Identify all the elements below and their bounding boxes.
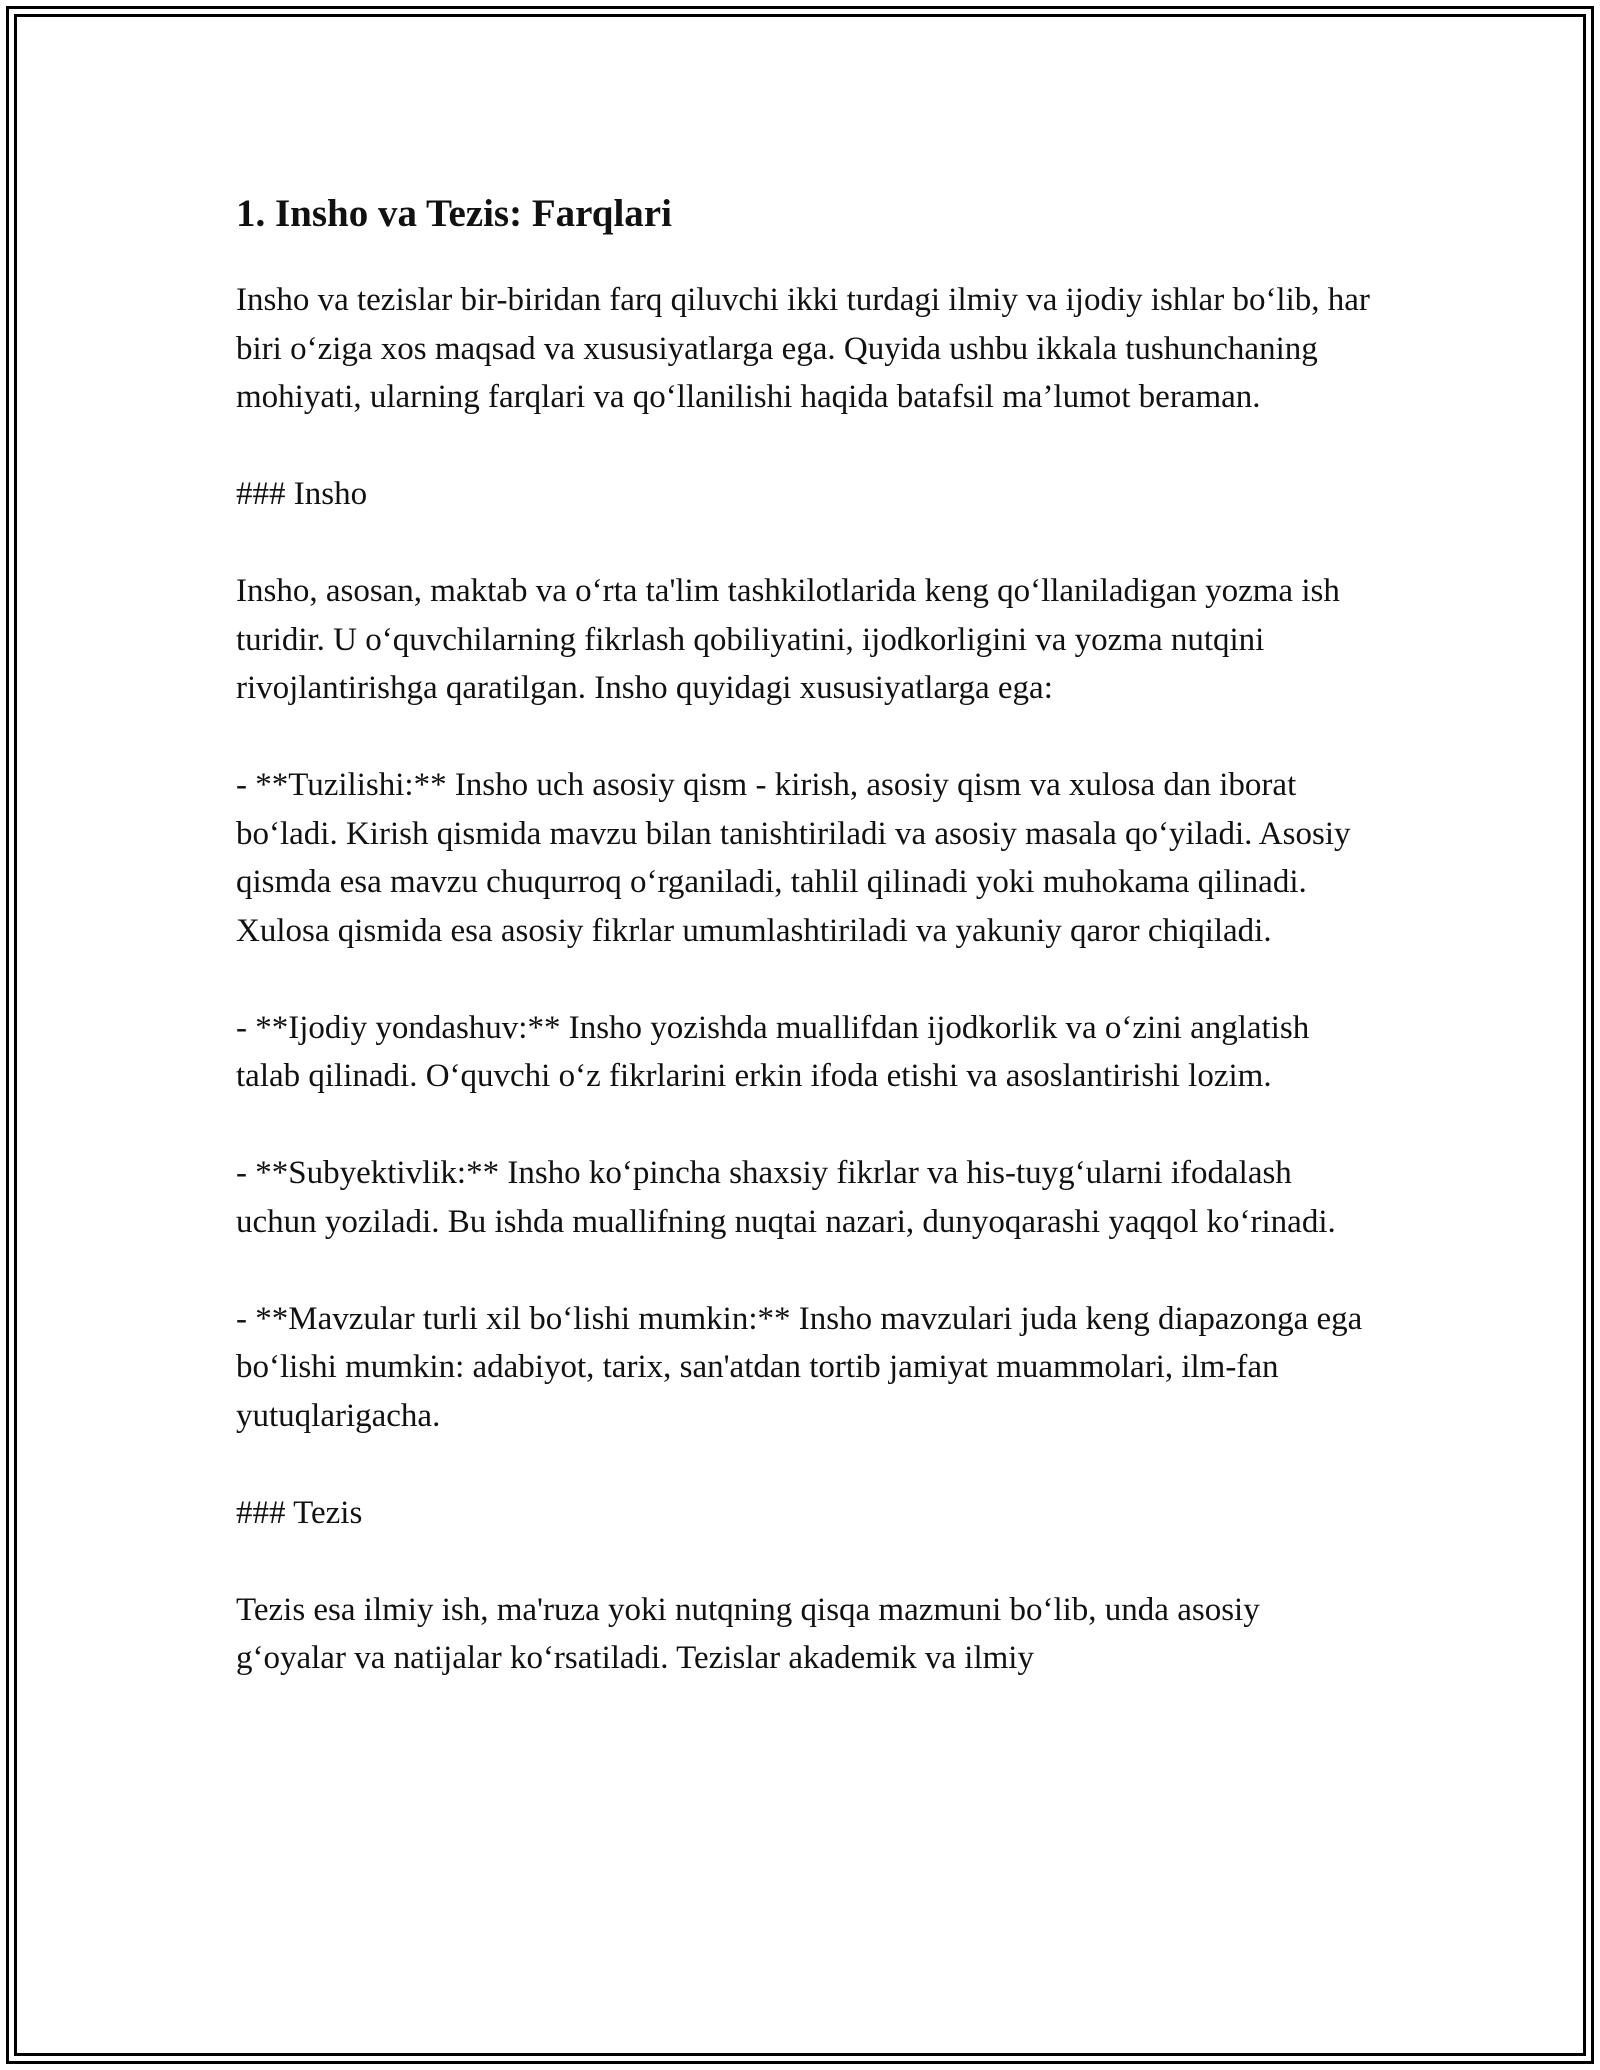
paragraph-tezis-description: Tezis esa ilmiy ish, ma'ruza yoki nutqning qisqa mazmuni bo‘lib, unda asosiy g‘oyalar va natijalar ko‘rsatiladi. Tezislar akademik va ilmiy xyxy=(236,1591,1260,1676)
list-item-tuzilishi: - **Tuzilishi:** Insho uch asosiy qism - kirish, asosiy qism va xulosa dan iborat bo‘ladi. Kirish qismida mavzu bilan tanishtiriladi va asosiy masala qo‘yiladi. Asosiy qismda esa mavzu chuqurroq o‘rganiladi, tahlil qilinadi yoki muhokama qilinadi. Xulosa qismida esa asosiy fikrlar umumlashtiriladi va yakuniy qaror chiqiladi. xyxy=(236,767,1351,949)
list-item-mavzular: - **Mavzular turli xil bo‘lishi mumkin:** Insho mavzulari juda keng diapazonga ega bo‘lishi mumkin: adabiyot, tarix, san'atdan tortib jamiyat muammolari, ilm-fan yutuqlarigacha. xyxy=(236,1300,1363,1434)
list-item-ijodiy-yondashuv: - **Ijodiy yondashuv:** Insho yozishda muallifdan ijodkorlik va o‘zini anglatish talab qilinadi. O‘quvchi o‘z fikrlarini erkin ifoda etishi va asoslantirishi lozim. xyxy=(236,1009,1310,1094)
heading-tezis: ### Tezis xyxy=(236,1494,363,1531)
paragraph-insho-description: Insho, asosan, maktab va o‘rta ta'lim tashkilotlarida keng qo‘llaniladigan yozma ish turidir. U o‘quvchilarning fikrlash qobiliyatini, ijodkorligini va yozma nutqini rivojlantirishga qaratilgan. Insho quyidagi xususiyatlarga ega: xyxy=(236,573,1340,706)
paragraph-intro: Insho va tezislar bir-biridan farq qiluvchi ikki turdagi ilmiy va ijodiy ishlar bo‘lib, har biri o‘ziga xos maqsad va xususiyatlarga ega. Quyida ushbu ikkala tushunchaning mohiyati, ularning farqlari va qo‘llanilishi haqida batafsil ma’lumot beraman. xyxy=(236,282,1370,415)
document-page xyxy=(236,186,1376,1731)
heading-insho: ### Insho xyxy=(236,476,368,512)
document-title: 1. Insho va Tezis: Farqlari xyxy=(236,192,672,235)
list-item-subyektivlik: - **Subyektivlik:** Insho ko‘pincha shaxsiy fikrlar va his-tuyg‘ularni ifodalash uchun yoziladi. Bu ishda muallifning nuqtai nazari, dunyoqarashi yaqqol ko‘rinadi. xyxy=(236,1155,1336,1240)
